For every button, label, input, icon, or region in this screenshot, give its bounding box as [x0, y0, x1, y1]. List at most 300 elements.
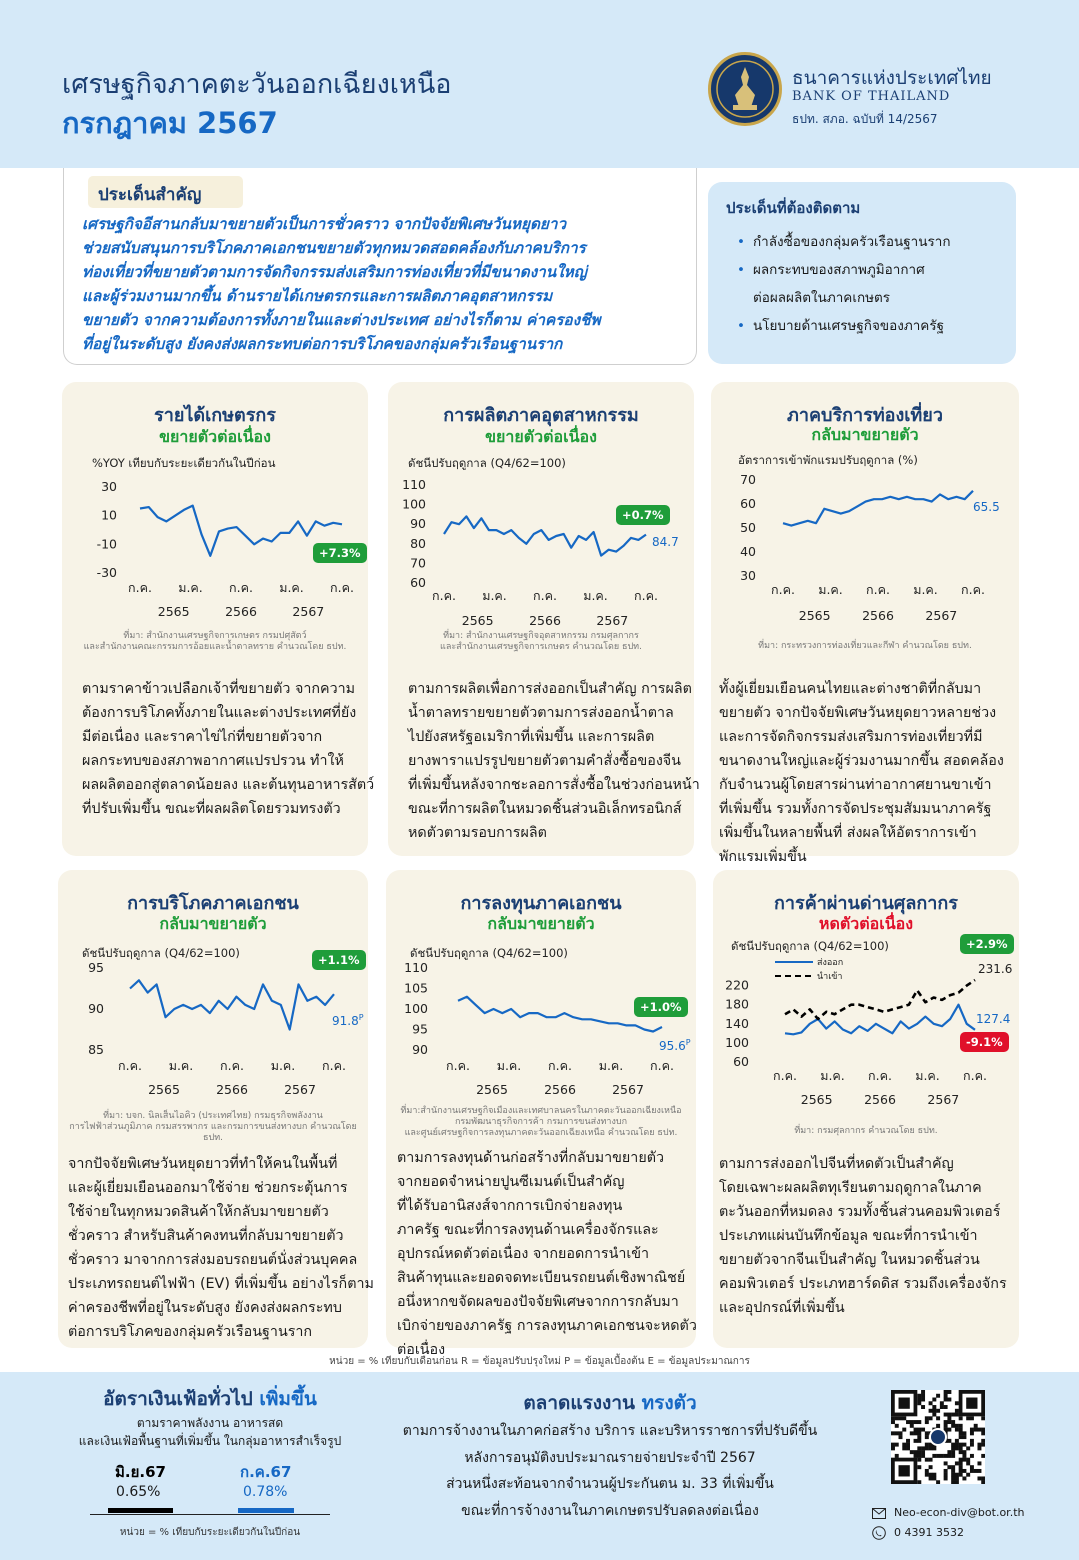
x-tick-label: ม.ค. — [913, 582, 938, 597]
year-label: 2566 — [225, 604, 257, 619]
text-line: พักแรมเพิ่มขึ้น — [719, 849, 807, 865]
qr-module — [910, 1431, 914, 1435]
qr-finder — [899, 1465, 910, 1476]
qr-module — [955, 1446, 959, 1450]
qr-module — [895, 1443, 899, 1447]
qr-module — [951, 1480, 955, 1484]
x-tick-label: ก.ค. — [322, 1058, 346, 1073]
text-line: ไปยังสหรัฐอเมริกาที่เพิ่มขึ้น และการผลิต — [408, 729, 655, 745]
qr-module — [959, 1446, 963, 1450]
key-point-line: ที่อยู่ในระดับสูง ยังคงส่งผลกระทบต่อการบริโภคของกลุ่มครัวเรือนฐานราก — [82, 335, 563, 353]
chart-consumption — [58, 958, 368, 1106]
text-line: ตามการส่งออกไปจีนที่หดตัวเป็นสำคัญ — [719, 1156, 954, 1172]
qr-module — [981, 1431, 985, 1435]
source-line: ที่มา:สำนักงานเศรษฐกิจเมืองและเทศบาลนครในภาคตะวันออกเฉียงเหนือ — [400, 1106, 682, 1116]
qr-module — [981, 1416, 985, 1420]
qr-module — [921, 1405, 925, 1409]
qr-module — [944, 1454, 948, 1458]
key-point-line: ขยายตัว จากความต้องการทั้งภายในและต่างประเทศ อย่างไรก็ตาม ค่าครองชีพ — [82, 311, 601, 329]
x-tick-label: ก.ค. — [533, 588, 557, 603]
text-line: ทั้งผู้เยี่ยมเยือนคนไทยและต่างชาติที่กลับมา — [719, 681, 982, 697]
qr-module — [929, 1473, 933, 1477]
qr-module — [951, 1469, 955, 1473]
qr-module — [929, 1458, 933, 1462]
inflation-month-value: 0.65% — [116, 1484, 161, 1500]
qr-module — [936, 1394, 940, 1398]
year-label: 2566 — [216, 1082, 248, 1097]
text-line: ที่ได้รับอานิสงส์จากการเบิกจ่ายลงทุน — [397, 1198, 623, 1214]
qr-module — [951, 1454, 955, 1458]
qr-module — [977, 1476, 981, 1480]
preliminary-mark: P — [685, 1038, 691, 1047]
qr-module — [955, 1480, 959, 1484]
year-label: 2566 — [529, 613, 561, 628]
x-tick-label: ม.ค. — [279, 580, 304, 595]
qr-module — [944, 1394, 948, 1398]
qr-center-logo — [930, 1429, 946, 1445]
watch-item: • ผลกระทบของสภาพภูมิอากาศ — [737, 256, 951, 284]
qr-module — [932, 1473, 936, 1477]
qr-module — [947, 1428, 951, 1432]
panel-text — [68, 1152, 374, 1344]
text-line: อุปกรณ์หดตัวต่อเนื่อง จากยอดการนำเข้า — [397, 1246, 650, 1262]
panel-title: ภาคบริการท่องเที่ยว — [787, 405, 943, 426]
watch-title: ประเด็นที่ต้องติดตาม — [726, 199, 861, 217]
qr-module — [932, 1398, 936, 1402]
panel-subtitle: กลับมาขยายตัว — [159, 914, 267, 933]
qr-module — [962, 1435, 966, 1439]
bank-name-thai: ธนาคารแห่งประเทศไทย — [792, 67, 992, 89]
year-label: 2567 — [612, 1082, 644, 1097]
text-line: ขนาดงานใหญ่และผู้ร่วมงานมากขึ้น สอดคล้อง — [719, 753, 1004, 769]
desc-line: และเงินเฟ้อพื้นฐานที่เพิ่มขึ้น ในกลุ่มอาหารสำเร็จรูป — [78, 1434, 342, 1448]
text-line: มีต่อเนื่อง และราคาไข่ไก่ที่ขยายตัวจาก — [82, 729, 323, 745]
qr-module — [977, 1446, 981, 1450]
text-line: หลังการอนุมัติงบประมาณรายจ่ายประจำปี 2567 — [464, 1449, 756, 1466]
chart-unit: ดัชนีปรับฤดูกาล (Q4/62=100) — [410, 946, 568, 960]
watch-item-continued: ต่อผลผลิตในภาคเกษตร — [753, 290, 891, 306]
panel-subtitle: ขยายตัวต่อเนื่อง — [485, 427, 597, 446]
x-tick-label: ม.ค. — [583, 588, 608, 603]
qr-module — [966, 1446, 970, 1450]
qr-module — [910, 1424, 914, 1428]
contact-info — [872, 1503, 1024, 1543]
key-point-line: และผู้ร่วมงานมากขึ้น ด้านรายได้เกษตรกรและการผลิตภาคอุตสาหกรรม — [82, 287, 553, 305]
qr-module — [977, 1443, 981, 1447]
y-tick-label: 90 — [88, 1001, 104, 1016]
x-tick-label: ก.ค. — [229, 580, 253, 595]
x-tick-label: ก.ค. — [650, 1058, 674, 1073]
qr-module — [962, 1458, 966, 1462]
x-tick-label: ม.ค. — [178, 580, 203, 595]
qr-module — [974, 1469, 978, 1473]
y-tick-label: 95 — [412, 1021, 428, 1037]
text-line: ส่วนหนึ่งสะท้อนจากจำนวนผู้ประกันตน ม. 33 ที่เพิ่มขึ้น — [446, 1476, 774, 1492]
text-line: ผลผลิตออกสู่ตลาดน้อยลง และต้นทุนอาหารสัตว์ — [82, 777, 375, 793]
qr-module — [925, 1443, 929, 1447]
y-tick-label: 40 — [740, 544, 756, 559]
contact-email[interactable]: Neo-econ-div@bot.or.th — [894, 1506, 1025, 1519]
chart-source — [58, 1111, 368, 1144]
text-line: อนึ่งหากขจัดผลของปัจจัยพิเศษจากการกลับมา — [397, 1294, 679, 1310]
qr-module — [929, 1409, 933, 1413]
y-tick-label: 10 — [101, 507, 117, 523]
qr-module — [921, 1394, 925, 1398]
end-value-label: 65.5 — [973, 500, 1000, 514]
qr-module — [955, 1461, 959, 1465]
change-badge: +0.7% — [616, 505, 670, 525]
series-line-main — [130, 980, 334, 1029]
inflation-description — [60, 1414, 360, 1450]
x-tick-label: ก.ค. — [128, 580, 152, 595]
inflation-month-value: 0.78% — [243, 1484, 288, 1500]
qr-module — [951, 1424, 955, 1428]
qr-module — [914, 1428, 918, 1432]
qr-module — [906, 1446, 910, 1450]
year-label: 2565 — [157, 604, 190, 619]
qr-module — [917, 1465, 921, 1469]
qr-module — [955, 1443, 959, 1447]
qr-module — [944, 1390, 948, 1394]
bank-seal-logo — [708, 52, 782, 126]
qr-module — [947, 1439, 951, 1443]
page-title: เศรษฐกิจภาคตะวันออกเฉียงเหนือ — [62, 69, 452, 100]
qr-module — [970, 1443, 974, 1447]
qr-module — [914, 1431, 918, 1435]
qr-module — [951, 1443, 955, 1447]
year-label: 2567 — [596, 613, 629, 628]
qr-module — [981, 1480, 985, 1484]
inflation-month-label: ก.ค.67 — [240, 1463, 292, 1481]
qr-module — [902, 1446, 906, 1450]
text-line: คอมพิวเตอร์ ประเภทฮาร์ดดิส รวมถึงเครื่องจักร — [719, 1276, 1007, 1292]
qr-module — [917, 1458, 921, 1462]
chart-unit: ดัชนีปรับฤดูกาล (Q4/62=100) — [82, 946, 240, 960]
qr-module — [925, 1420, 929, 1424]
qr-module — [951, 1476, 955, 1480]
qr-module — [914, 1420, 918, 1424]
qr-module — [947, 1413, 951, 1417]
panel-text — [719, 677, 1004, 869]
series-line-main — [458, 997, 662, 1032]
text-line: ตามการจ้างงานในภาคก่อสร้าง บริการ และบริหารราชการที่ปรับดีขึ้น — [402, 1423, 818, 1439]
contact-email-row — [872, 1503, 1024, 1523]
y-tick-label: 30 — [740, 568, 756, 583]
qr-module — [947, 1398, 951, 1402]
change-badge: +1.0% — [634, 997, 688, 1017]
source-line: ที่มา: กรมศุลกากร คำนวณโดย ธปท. — [794, 1126, 938, 1136]
x-tick-label: ม.ค. — [270, 1058, 296, 1073]
source-line: ที่มา: บจก. นิลเส็นไอคิว (ประเทศไทย) กรมธุรกิจพลังงาน — [103, 1111, 323, 1121]
qr-module — [917, 1401, 921, 1405]
qr-module — [955, 1401, 959, 1405]
inflation-month-label: มิ.ย.67 — [115, 1463, 166, 1481]
y-tick-label: 70 — [740, 472, 756, 487]
chart-border-trade — [713, 950, 1019, 1110]
qr-module — [951, 1450, 955, 1454]
qr-module — [899, 1435, 903, 1439]
panel-title: การบริโภคภาคเอกชน — [127, 893, 299, 914]
export-end-value: 127.4 — [976, 1012, 1011, 1026]
qr-module — [959, 1443, 963, 1447]
qr-module — [959, 1424, 963, 1428]
preliminary-mark: P — [358, 1013, 364, 1022]
qr-module — [947, 1465, 951, 1469]
labor-title-text: ตลาดแรงงาน — [523, 1392, 635, 1414]
text-line: จากปัจจัยพิเศษวันหยุดยาวที่ทำให้คนในพื้นที่ — [68, 1156, 338, 1172]
qr-module — [955, 1428, 959, 1432]
qr-module — [917, 1450, 921, 1454]
qr-module — [959, 1461, 963, 1465]
qr-module — [955, 1424, 959, 1428]
x-tick-label: ม.ค. — [598, 1058, 624, 1073]
qr-module — [936, 1454, 940, 1458]
issue-number: ธปท. สภอ. ฉบับที่ 14/2567 — [792, 112, 938, 126]
labor-title-trend: ทรงตัว — [641, 1392, 697, 1414]
y-tick-label: 70 — [410, 555, 426, 571]
text-line: สินค้าทุนและยอดจดทะเบียนรถยนต์เชิงพาณิชย์ — [397, 1270, 686, 1286]
y-tick-label: 105 — [404, 980, 428, 996]
qr-module — [932, 1454, 936, 1458]
qr-module — [921, 1450, 925, 1454]
chart-tourism — [711, 468, 1019, 632]
x-tick-label: ม.ค. — [915, 1068, 940, 1083]
panel-subtitle: กลับมาขยายตัว — [487, 914, 595, 933]
text-line: ประเภทแผ่นบันทึกข้อมูล ขณะที่การนำเข้า — [719, 1228, 978, 1244]
y-tick-label: 90 — [410, 516, 426, 532]
text-line: และการจัดกิจกรรมส่งเสริมการท่องเที่ยวที่มี — [719, 729, 983, 745]
x-tick-label: ก.ค. — [118, 1058, 142, 1073]
source-line: กรมพัฒนาธุรกิจการค้า กรมการขนส่งทางบก — [454, 1117, 628, 1127]
end-value-label — [659, 1038, 691, 1053]
qr-module — [955, 1409, 959, 1413]
qr-module — [944, 1469, 948, 1473]
qr-module — [936, 1480, 940, 1484]
x-tick-label: ม.ค. — [818, 582, 843, 597]
qr-module — [981, 1476, 985, 1480]
inflation-title — [60, 1384, 360, 1414]
qr-module — [970, 1439, 974, 1443]
qr-module — [917, 1435, 921, 1439]
qr-finder — [966, 1398, 977, 1409]
y-tick-label: 80 — [410, 535, 426, 551]
end-value: 91.8 — [332, 1014, 359, 1028]
qr-module — [981, 1454, 985, 1458]
text-line: และอุปกรณ์ที่เพิ่มขึ้น — [719, 1300, 845, 1316]
qr-module — [959, 1431, 963, 1435]
qr-module — [966, 1473, 970, 1477]
qr-module — [906, 1439, 910, 1443]
qr-module — [981, 1439, 985, 1443]
qr-module — [966, 1461, 970, 1465]
text-line: ค่าครองชีพที่อยู่ในระดับสูง ยังคงส่งผลกระทบ — [68, 1300, 342, 1316]
end-value-label: 84.7 — [652, 535, 679, 549]
source-line: และสำนักงานคณะกรรมการอ้อยและน้ำตาลทราย คำนวณโดย ธปท. — [83, 642, 347, 652]
qr-module — [925, 1416, 929, 1420]
chart-source — [386, 1106, 696, 1139]
x-tick-label: ก.ค. — [771, 582, 795, 597]
qr-module — [902, 1443, 906, 1447]
inflation-baseline — [90, 1514, 330, 1515]
qr-module — [917, 1454, 921, 1458]
qr-module — [895, 1416, 899, 1420]
qr-module — [970, 1416, 974, 1420]
qr-module — [944, 1420, 948, 1424]
key-points-text — [82, 212, 690, 356]
chart-industry — [388, 470, 694, 630]
y-tick-label: 180 — [725, 996, 749, 1012]
y-tick-label: -10 — [96, 536, 117, 552]
qr-module — [929, 1465, 933, 1469]
qr-module — [917, 1420, 921, 1424]
text-line: ที่ปรับเพิ่มขึ้น ขณะที่ผลผลิตโดยรวมทรงตัว — [82, 801, 341, 817]
y-tick-label: 100 — [725, 1034, 749, 1050]
inflation-title-trend: เพิ่มขึ้น — [259, 1388, 317, 1410]
y-tick-label: 90 — [412, 1042, 428, 1057]
text-line: ผลกระทบของสภาพอากาศแปรปรวน ทำให้ — [82, 753, 344, 769]
watch-list — [737, 228, 951, 340]
qr-module — [891, 1446, 895, 1450]
qr-module — [951, 1473, 955, 1477]
text-line: ยางพาราแปรรูปขยายตัวตามคำสั่งซื้อของจีน — [408, 753, 681, 769]
qr-module — [955, 1473, 959, 1477]
qr-module — [906, 1420, 910, 1424]
qr-code-graphic — [891, 1390, 985, 1484]
qr-module — [921, 1398, 925, 1402]
qr-module — [959, 1473, 963, 1477]
text-line: ขยายตัวจากจีนเป็นสำคัญ ในหมวดชิ้นส่วน — [719, 1252, 980, 1268]
text-line: ใช้จ่ายในทุกหมวดสินค้าให้กลับมาขยายตัว — [68, 1204, 329, 1220]
qr-module — [959, 1416, 963, 1420]
x-tick-label: ก.ค. — [634, 588, 658, 603]
inflation-bar-previous — [108, 1508, 173, 1513]
qr-module — [970, 1469, 974, 1473]
text-line: ชั่วคราว มาจากการส่งมอบรถยนต์นั่งส่วนบุคคล — [68, 1252, 358, 1268]
qr-module — [891, 1431, 895, 1435]
qr-module — [917, 1446, 921, 1450]
inflation-unit: หน่วย = % เทียบกับระยะเดียวกันในปีก่อน — [119, 1527, 301, 1538]
qr-module — [944, 1473, 948, 1477]
qr-module — [925, 1435, 929, 1439]
text-line: และผู้เยี่ยมเยือนออกมาใช้จ่าย ช่วยกระตุ้นการ — [68, 1180, 348, 1196]
y-tick-label: 30 — [101, 479, 117, 494]
text-line: ต่อเนื่อง — [397, 1342, 446, 1358]
x-tick-label: ก.ค. — [773, 1068, 797, 1083]
x-tick-label: ม.ค. — [482, 588, 507, 603]
chart-source — [713, 1126, 1019, 1137]
change-badge: +1.1% — [312, 950, 366, 970]
text-line: เพิ่มขึ้นในหลายพื้นที่ ส่งผลให้อัตราการเข้า — [719, 825, 977, 841]
year-label: 2565 — [476, 1082, 508, 1097]
contact-phone-row — [872, 1523, 1024, 1543]
series-line-ส่งออก — [785, 1005, 975, 1035]
qr-module — [977, 1461, 981, 1465]
qr-module — [917, 1394, 921, 1398]
y-tick-label: 50 — [740, 520, 756, 535]
qr-module — [895, 1454, 899, 1458]
panel-subtitle: หดตัวต่อเนื่อง — [818, 914, 914, 933]
qr-module — [947, 1450, 951, 1454]
qr-module — [902, 1416, 906, 1420]
qr-module — [906, 1443, 910, 1447]
x-tick-label: ก.ค. — [963, 1068, 987, 1083]
qr-module — [955, 1413, 959, 1417]
qr-module — [959, 1465, 963, 1469]
change-badge: +7.3% — [313, 543, 367, 563]
text-line: ตามการผลิตเพื่อการส่งออกเป็นสำคัญ การผลิต — [408, 681, 692, 697]
year-label: 2565 — [148, 1082, 180, 1097]
panel-title: การค้าผ่านด่านศุลกากร — [774, 893, 958, 914]
x-tick-label: ก.ค. — [868, 1068, 892, 1083]
year-label: 2566 — [862, 608, 894, 623]
x-tick-label: ก.ค. — [548, 1058, 572, 1073]
y-tick-label: -30 — [96, 565, 117, 580]
qr-module — [959, 1458, 963, 1462]
qr-module — [970, 1428, 974, 1432]
qr-module — [925, 1469, 929, 1473]
inflation-bar-current — [238, 1508, 294, 1513]
text-line: ต้องการบริโภคทั้งภายในและต่างประเทศที่ยัง — [82, 705, 357, 721]
series-line-main — [783, 491, 973, 526]
phone-icon — [872, 1526, 886, 1540]
qr-module — [921, 1446, 925, 1450]
qr-module — [917, 1439, 921, 1443]
qr-module — [917, 1480, 921, 1484]
text-line: หดตัวตามรอบการผลิต — [408, 825, 547, 841]
qr-module — [962, 1454, 966, 1458]
panel-text — [397, 1146, 697, 1362]
text-line: ตะวันออกที่หมดลง รวมทั้งชิ้นส่วนคอมพิวเตอร์ — [719, 1204, 1001, 1220]
qr-module — [936, 1416, 940, 1420]
x-tick-label: ก.ค. — [866, 582, 890, 597]
qr-module — [921, 1454, 925, 1458]
contact-phone[interactable]: 0 4391 3532 — [894, 1526, 964, 1539]
labor-text — [370, 1418, 850, 1524]
qr-code[interactable] — [891, 1390, 985, 1484]
qr-module — [962, 1450, 966, 1454]
key-point-line: ช่วยสนับสนุนการบริโภคภาคเอกชนขยายตัวทุกหมวดสอดคล้องกับภาคบริการ — [82, 239, 586, 257]
year-label: 2565 — [800, 1092, 833, 1107]
qr-module — [895, 1424, 899, 1428]
qr-module — [944, 1461, 948, 1465]
text-line: ขยายตัว จากปัจจัยพิเศษวันหยุดยาวหลายช่วง — [719, 705, 997, 721]
qr-module — [944, 1398, 948, 1402]
qr-module — [932, 1405, 936, 1409]
text-line: ตามการลงทุนด้านก่อสร้างที่กลับมาขยายตัว — [397, 1150, 665, 1166]
qr-module — [936, 1409, 940, 1413]
x-tick-label: ก.ค. — [220, 1058, 244, 1073]
y-tick-label: 85 — [88, 1042, 104, 1057]
qr-module — [932, 1446, 936, 1450]
qr-module — [962, 1431, 966, 1435]
source-line: และศูนย์เศรษฐกิจการลงทุนภาคตะวันออกเฉียงเหนือ คำนวณโดย ธปท. — [404, 1128, 678, 1138]
qr-module — [940, 1454, 944, 1458]
source-line: ที่มา: สำนักงานเศรษฐกิจการเกษตร กรมปศุสัตว์ — [123, 631, 307, 641]
qr-module — [940, 1405, 944, 1409]
series-line-นำเข้า — [785, 980, 975, 1019]
qr-module — [899, 1431, 903, 1435]
text-line: ต่อการบริโภคของกลุ่มครัวเรือนฐานราก — [68, 1324, 313, 1340]
chart-unit: %YOY เทียบกับระยะเดียวกันในปีก่อน — [92, 456, 276, 470]
text-line: ชั่วคราว สำหรับสินค้าคงทนที่กลับมาขยายตัว — [68, 1228, 344, 1244]
import-end-value: 231.6 — [978, 962, 1013, 976]
text-line: ขณะที่การผลิตในหมวดชิ้นส่วนอิเล็กทรอนิกส์ — [408, 801, 682, 817]
qr-module — [951, 1465, 955, 1469]
x-tick-label: ม.ค. — [496, 1058, 522, 1073]
x-tick-label: ม.ค. — [168, 1058, 194, 1073]
qr-module — [929, 1446, 933, 1450]
qr-module — [914, 1454, 918, 1458]
